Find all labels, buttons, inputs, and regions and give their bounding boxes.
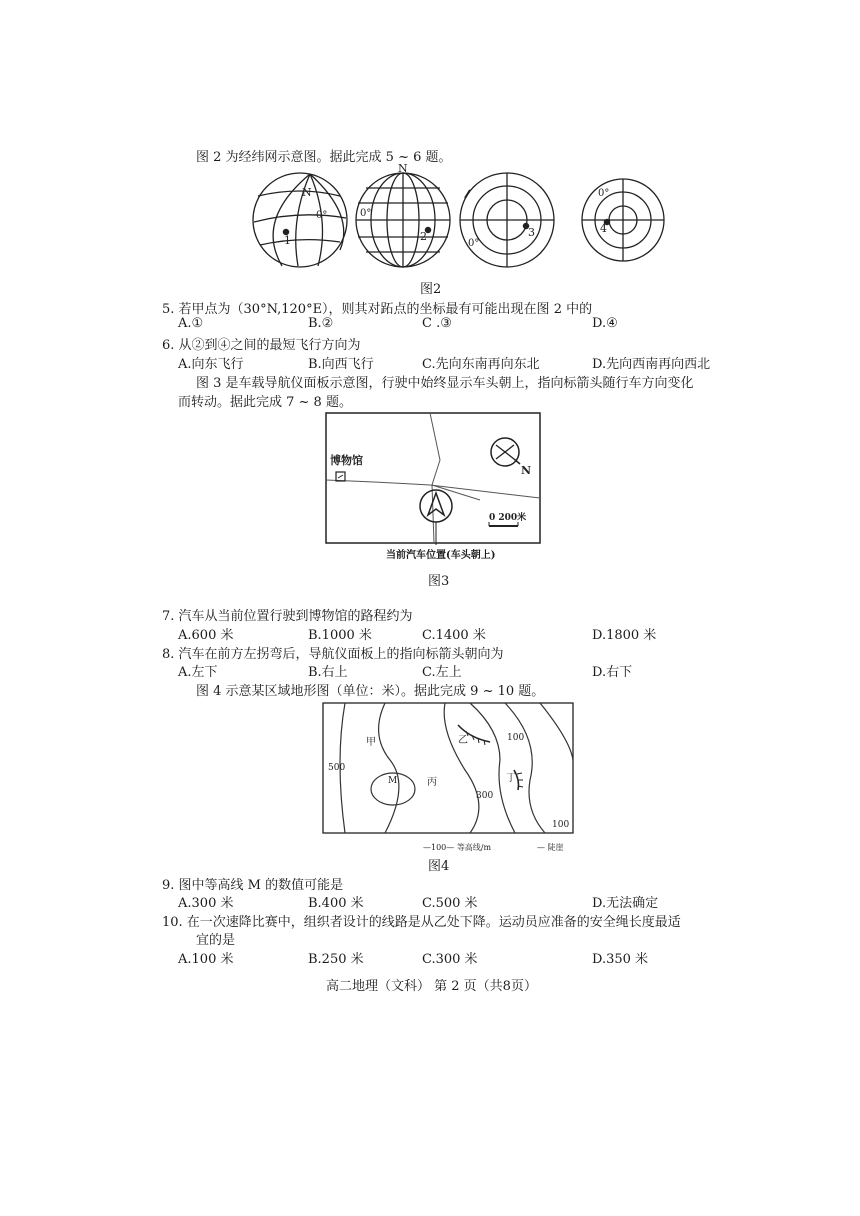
globe3-num: 3 [528, 226, 535, 239]
q10-option-c[interactable]: C.300 米 [422, 952, 478, 967]
scale-label: 0 200米 [489, 513, 527, 523]
place-yi: 乙 [458, 735, 468, 746]
q10-option-d[interactable]: D.350 米 [592, 952, 649, 967]
q10-option-b[interactable]: B.250 米 [308, 952, 364, 967]
q10-option-a[interactable]: A.100 米 [178, 952, 234, 967]
globe-1 [253, 173, 347, 267]
fig2-caption: 图2 [420, 282, 442, 297]
q9-option-a[interactable]: A.300 米 [178, 896, 234, 911]
intro-fig3-line1: 图 3 是车载导航仪面板示意图，行驶中始终显示车头朝上，指向标箭头随行车方向变化 [196, 376, 694, 391]
intro-fig3-line2: 而转动。据此完成 7 ~ 8 题。 [178, 395, 352, 410]
q5-option-c[interactable]: C .③ [422, 316, 452, 331]
fig3-caption: 图3 [428, 574, 450, 589]
q5-option-a[interactable]: A.① [178, 316, 204, 331]
globe2-n: N [398, 162, 408, 175]
contour-m: M [388, 776, 398, 786]
globe4-deg: 0° [598, 188, 610, 199]
q5-option-d[interactable]: D.④ [592, 316, 618, 331]
q8-option-a[interactable]: A.左下 [178, 665, 218, 680]
q9-option-d[interactable]: D.无法确定 [592, 896, 659, 911]
globe2-num: 2 [420, 230, 427, 243]
q7-option-b[interactable]: B.1000 米 [308, 628, 372, 643]
figure-2 [0, 162, 860, 288]
globe1-deg: 0° [316, 210, 328, 221]
north-label: N [521, 464, 532, 477]
q8-option-c[interactable]: C.左上 [422, 665, 462, 680]
place-ding: 丁 [506, 773, 516, 784]
q7-option-c[interactable]: C.1400 米 [422, 628, 486, 643]
globe1-n: N [302, 186, 312, 199]
page-footer: 高二地理（文科） 第 2 页（共8页） [326, 979, 537, 994]
q9-option-b[interactable]: B.400 米 [308, 896, 364, 911]
fig4-caption: 图4 [428, 859, 450, 874]
q6-option-a[interactable]: A.向东飞行 [178, 357, 244, 372]
globe3-deg: 0° [468, 238, 480, 249]
q5-option-b[interactable]: B.② [308, 316, 334, 331]
q6-stem: 6. 从②到④之间的最短飞行方向为 [162, 338, 361, 353]
figure-3 [0, 408, 860, 558]
q7-option-a[interactable]: A.600 米 [178, 628, 234, 643]
q10-stem-line2: 宜的是 [196, 933, 236, 948]
globe2-deg: 0° [360, 208, 372, 219]
contour-100a: 100 [507, 733, 525, 743]
place-jia: 甲 [366, 737, 376, 748]
globe-2 [356, 173, 450, 267]
globe1-num: 1 [284, 234, 291, 247]
museum-label: 博物馆 [330, 454, 363, 467]
globe-3 [460, 173, 554, 267]
contour-100b: 100 [552, 820, 570, 830]
car-position-caption: 当前汽车位置(车头朝上) [386, 550, 496, 561]
q8-option-b[interactable]: B.右上 [308, 665, 348, 680]
q6-option-b[interactable]: B.向西飞行 [308, 357, 374, 372]
globe4-num: 4 [600, 222, 607, 235]
q7-option-d[interactable]: D.1800 米 [592, 628, 657, 643]
q9-option-c[interactable]: C.500 米 [422, 896, 478, 911]
q5-stem: 5. 若甲点为（30°N,120°E），则其对跖点的坐标最有可能出现在图 2 中的 [162, 302, 593, 317]
figure-4 [0, 698, 860, 858]
q10-stem-line1: 10. 在一次速降比赛中，组织者设计的线路是从乙处下降。运动员应准备的安全绳长度最适 [162, 915, 681, 930]
globe-4 [582, 179, 664, 261]
intro-fig4: 图 4 示意某区域地形图（单位：米）。据此完成 9 ~ 10 题。 [196, 684, 545, 699]
q8-option-d[interactable]: D.右下 [592, 665, 633, 680]
place-bing: 丙 [427, 777, 437, 788]
q6-option-c[interactable]: C.先向东南再向东北 [422, 357, 540, 372]
q7-stem: 7. 汽车从当前位置行驶到博物馆的路程约为 [162, 609, 413, 624]
contour-500: 500 [328, 763, 346, 773]
q9-stem: 9. 图中等高线 M 的数值可能是 [162, 878, 344, 893]
legend-cliff: — 陡崖 [537, 843, 564, 852]
intro-fig2: 图 2 为经纬网示意图。据此完成 5 ~ 6 题。 [196, 150, 452, 165]
q6-option-d[interactable]: D.先向西南再向西北 [592, 357, 711, 372]
q8-stem: 8. 汽车在前方左拐弯后，导航仪面板上的指向标箭头朝向为 [162, 647, 504, 662]
legend-contour: —100— 等高线/m [423, 843, 492, 852]
contour-300: 300 [476, 791, 494, 801]
